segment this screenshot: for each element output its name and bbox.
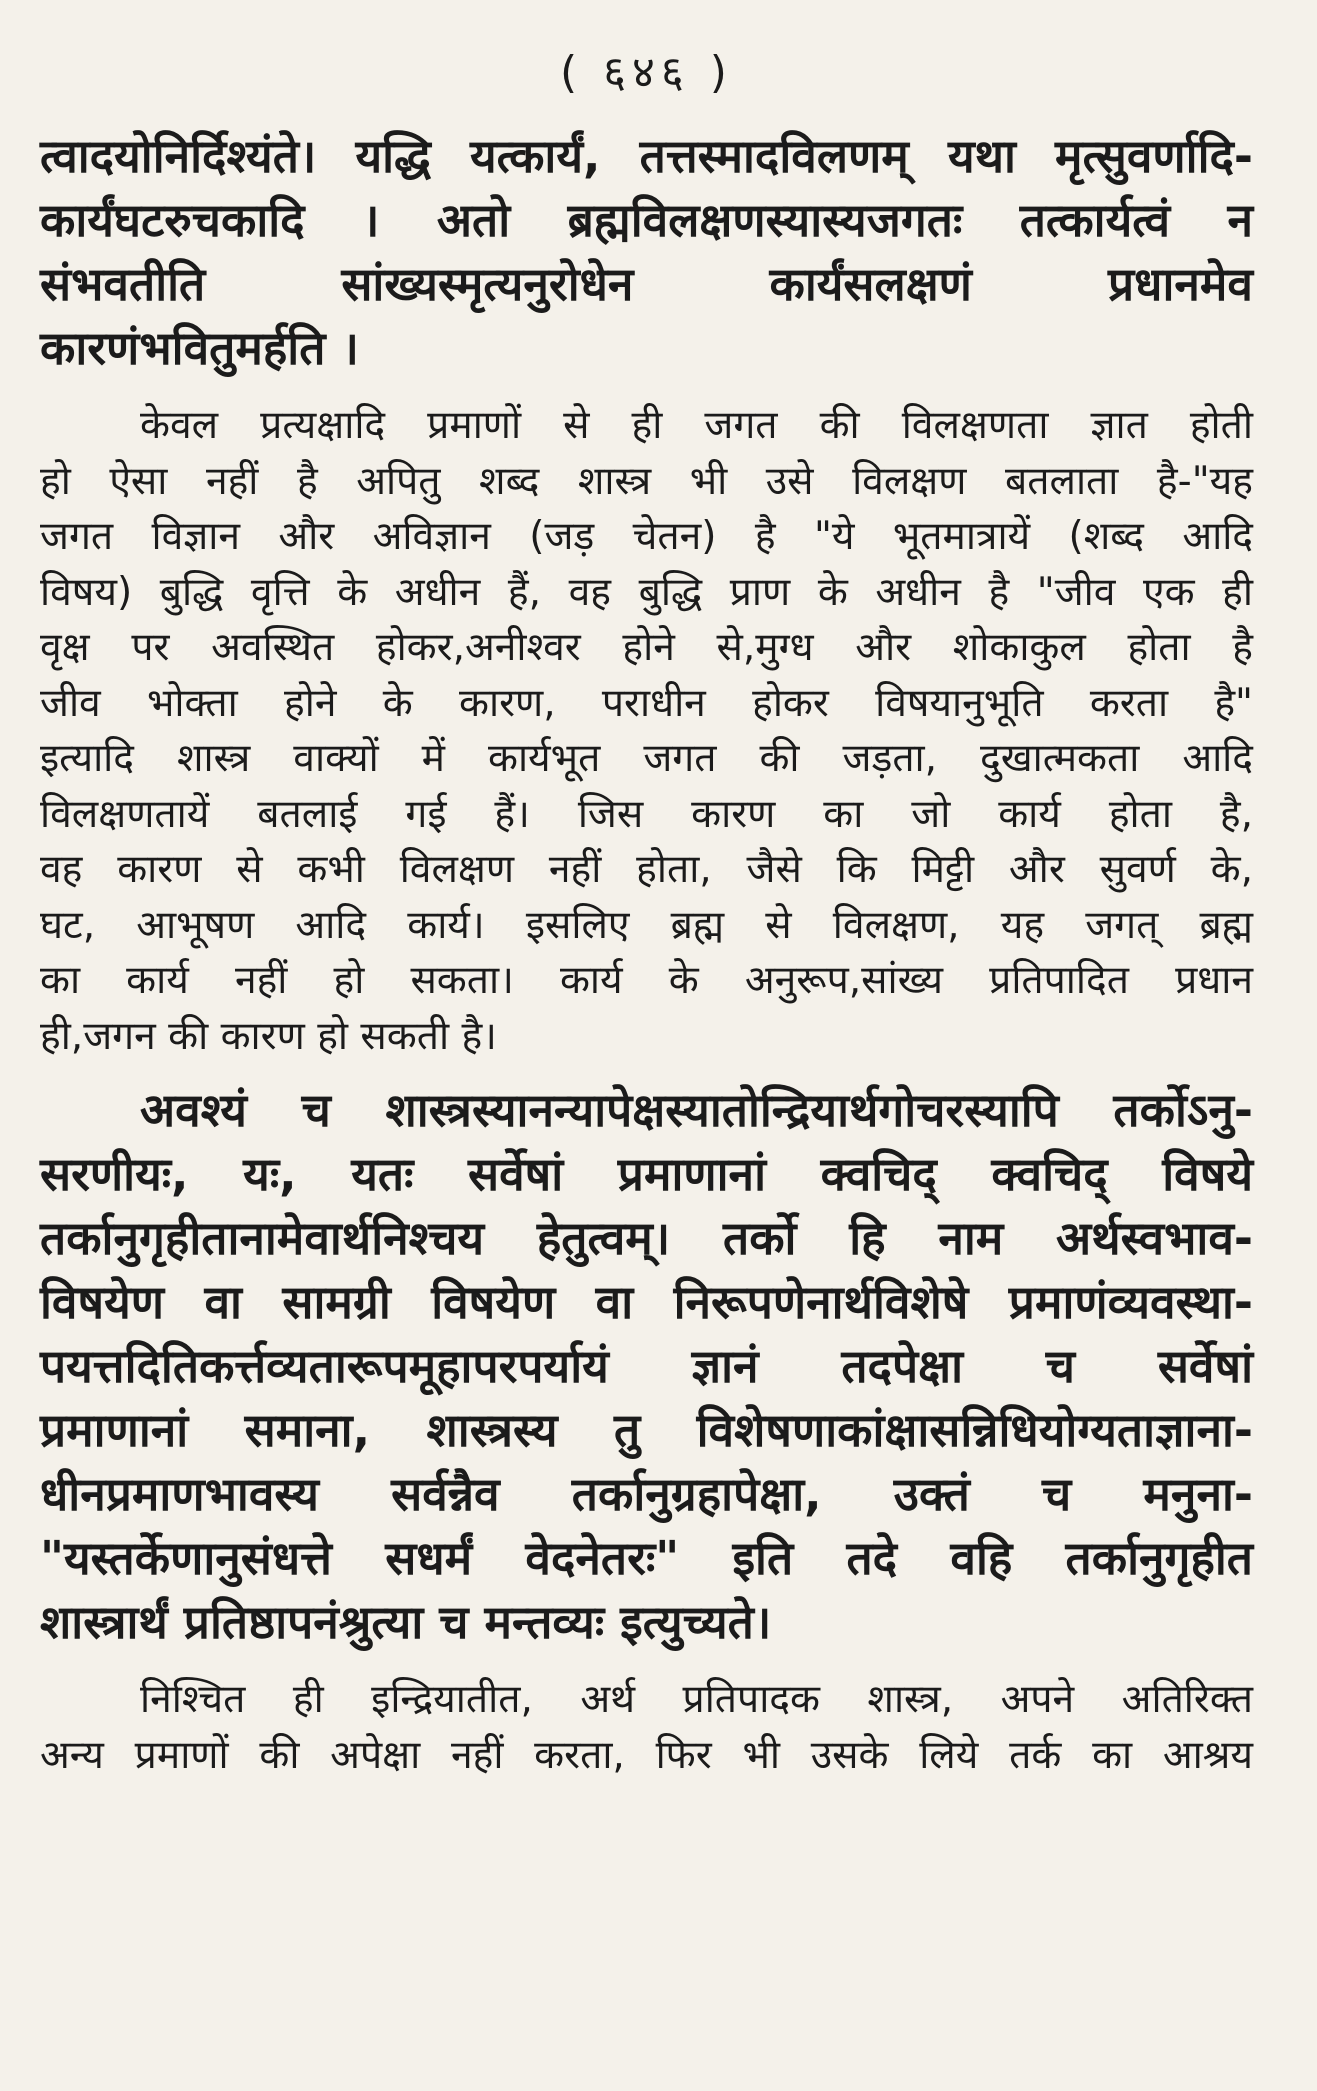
text-line: कार्यंघटरुचकादि । अतो ब्रह्मविलक्षणस्यास्यजगतः तत्कार्यत्वं न <box>40 193 1253 247</box>
hindi-paragraph-2 <box>40 1672 1253 1783</box>
text-line: पयत्तदितिकर्त्तव्यतारूपमूहापरपर्यायं ज्ञानं तदपेक्षा च सर्वेषां <box>40 1339 1253 1393</box>
page-number: ( ६४६ ) <box>560 47 733 98</box>
text-line: विषय) बुद्धि वृत्ति के अधीन हैं, वह बुद्धि प्राण के अधीन है "जीव एक ही <box>40 569 1253 615</box>
text-line: त्वादयोनिर्दिश्यंते। यद्धि यत्कार्यं, तत्तस्मादविलणम् यथा मृत्सुवर्णादि- <box>40 129 1253 183</box>
text-line: वह कारण से कभी विलक्षण नहीं होता, जैसे कि मिट्टी और सुवर्ण के, <box>40 847 1253 892</box>
text-line: का कार्य नहीं हो सकता। कार्य के अनुरूप,सांख्य प्रतिपादित प्रधान <box>40 958 1253 1003</box>
text-line: "यस्तर्केणानुसंधत्ते सधर्मं वेदनेतरः" इति तदे वहि तर्कानुगृहीत <box>40 1531 1253 1585</box>
text-line: सरणीयः, यः, यतः सर्वेषां प्रमाणानां क्वचिद् क्वचिद् विषये <box>40 1147 1253 1201</box>
text-line: विलक्षणतायें बतलाई गई हैं। जिस कारण का जो कार्य होता है, <box>40 791 1253 837</box>
hindi-paragraph-1 <box>40 398 1253 1064</box>
text-line: निश्चित ही इन्द्रियातीत, अर्थ प्रतिपादक शास्त्र, अपने अतिरिक्त <box>140 1677 1253 1722</box>
text-line: वृक्ष पर अवस्थित होकर,अनीश्वर होने से,मुग्ध और शोकाकुल होता है <box>40 625 1253 670</box>
text-line: जीव भोक्ता होने के कारण, पराधीन होकर विषयानुभूति करता है" <box>40 680 1253 726</box>
text-line: तर्कानुगृहीतानामेवार्थनिश्चय हेतुत्वम्। तर्को हि नाम अर्थस्वभाव- <box>40 1211 1253 1265</box>
text-line: जगत विज्ञान और अविज्ञान (जड़ चेतन) है "ये भूतमात्रायें (शब्द आदि <box>40 514 1253 559</box>
sanskrit-paragraph-2 <box>40 1078 1253 1654</box>
text-line: धीनप्रमाणभावस्य सर्वन्नैव तर्कानुग्रहापेक्षा, उक्तं च मनुना- <box>40 1467 1253 1521</box>
text-line: विषयेण वा सामग्री विषयेण वा निरूपणेनार्थविशेषे प्रमाणंव्यवस्था- <box>40 1275 1253 1329</box>
text-line: कारणंभवितुमर्हति । <box>40 321 359 375</box>
text-line: अवश्यं च शास्त्रस्यानन्यापेक्षस्यातोन्द्रियार्थगोचरस्यापि तर्कोऽनु- <box>140 1083 1253 1137</box>
text-line: हो ऐसा नहीं है अपितु शब्द शास्त्र भी उसे विलक्षण बतलाता है-"यह <box>40 458 1253 504</box>
text-line: केवल प्रत्यक्षादि प्रमाणों से ही जगत की विलक्षणता ज्ञात होती <box>140 403 1253 448</box>
text-line: घट, आभूषण आदि कार्य। इसलिए ब्रह्म से विलक्षण, यह जगत् ब्रह्म <box>40 902 1253 948</box>
text-line: ही,जगन की कारण हो सकती है। <box>40 1013 497 1059</box>
text-line: शास्त्रार्थं प्रतिष्ठापनंश्रुत्या च मन्तव्यः इत्युच्यते। <box>40 1595 772 1649</box>
text-line: प्रमाणानां समाना, शास्त्रस्य तु विशेषणाकांक्षासन्निधियोग्यताज्ञाना- <box>40 1403 1253 1457</box>
text-line: इत्यादि शास्त्र वाक्यों में कार्यभूत जगत की जड़ता, दुखात्मकता आदि <box>40 736 1253 781</box>
text-line: संभवतीति सांख्यस्मृत्यनुरोधेन कार्यंसलक्षणं प्रधानमेव <box>40 257 1253 311</box>
sanskrit-paragraph-1 <box>40 124 1253 380</box>
text-line: अन्य प्रमाणों की अपेक्षा नहीं करता, फिर भी उसके लिये तर्क का आश्रय <box>40 1732 1253 1778</box>
